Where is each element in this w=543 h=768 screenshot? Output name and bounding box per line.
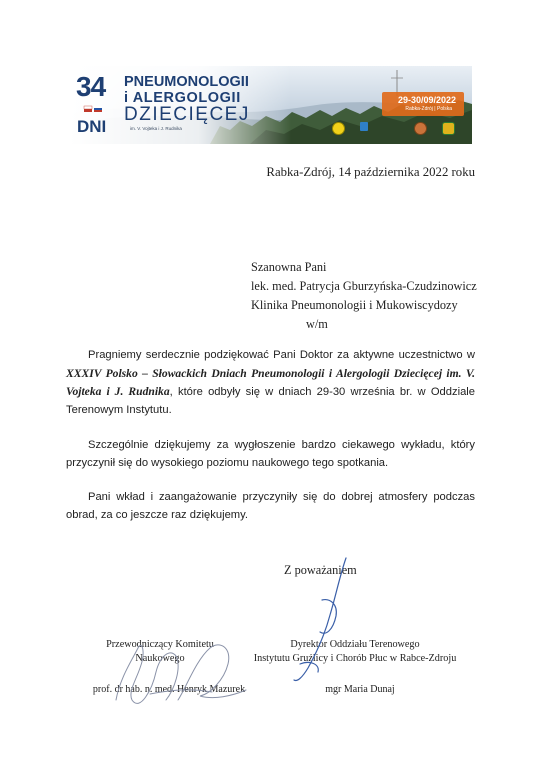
signatory-right-role-line2: Instytutu Gruźlicy i Chorób Płuc w Rabce-Zdroju [253,653,457,664]
signatory-right-role-line1: Dyrektor Oddziału Terenowego [290,639,420,650]
banner-dni: DNI [77,117,107,136]
paragraph-thanks [66,347,475,419]
salutation: Szanowna Pani [251,260,327,274]
banner-place: Rabka-Zdrój | Polska [405,106,452,112]
banner-dates: 29-30/09/2022 [397,95,456,105]
recipient-location: w/m [306,317,328,331]
event-name: XXXIV Polsko – Słowackich Dniach Pneumonologii i Alergologii Dziecięcej im. V. Vojteka i J. Rudnika [66,366,475,399]
banner-subtitle: im. V. Vojteka i J. Rudnika [130,126,182,131]
sponsor-logo-icon [332,122,345,135]
recipient-department: Klinika Pneumonologii i Mukowiscydozy [251,298,458,312]
recipient-name: lek. med. Patrycja Gburzyńska-Czudzinowicz [251,279,477,293]
edition-number: 34 [76,71,106,102]
paragraph-lecture: Szczególnie dziękujemy za wygłoszenie bardzo ciekawego wykładu, który przyczynił się do wysokiego poziomu naukowego tego spotkania. [66,439,475,469]
paragraph-thanks-before: Pragniemy serdecznie podziękować Pani Doktor za aktywne uczestnictwo w [88,349,475,361]
sponsor-crest-icon [442,122,455,135]
addressee-block [251,258,477,334]
signatory-right-role [250,638,460,666]
signatory-left-role-line1: Przewodniczący Komitetu [106,639,214,650]
paragraph-contribution: Pani wkład i zaangażowanie przyczyniły się do dobrej atmosfery podczas obrad, za co jeszcze raz dziękujemy. [66,491,475,521]
signatory-left-role-line2: Naukowego [135,653,185,664]
conference-banner [70,66,472,144]
closing-phrase: Z poważaniem [284,563,357,577]
banner-title-line3: DZIECIĘCEJ [124,104,250,125]
signatory-left-role [80,638,240,666]
paragraph-thanks-after: , które odbyły się w dniach 29-30 września br. w Oddziale Terenowym Instytutu. [66,386,475,416]
sponsor-logo-icon [414,122,427,135]
signatory-right-name: mgr Maria Dunaj [325,684,395,695]
letter-date: Rabka-Zdrój, 14 października 2022 roku [266,165,475,179]
banner-title-line1: PNEUMONOLOGII [124,74,249,90]
sponsor-logo-icon [360,122,368,131]
banner-title-line2: i ALERGOLOGII [124,90,241,106]
signatory-left-name: prof. dr hab. n. med. Henryk Mazurek [92,684,246,695]
